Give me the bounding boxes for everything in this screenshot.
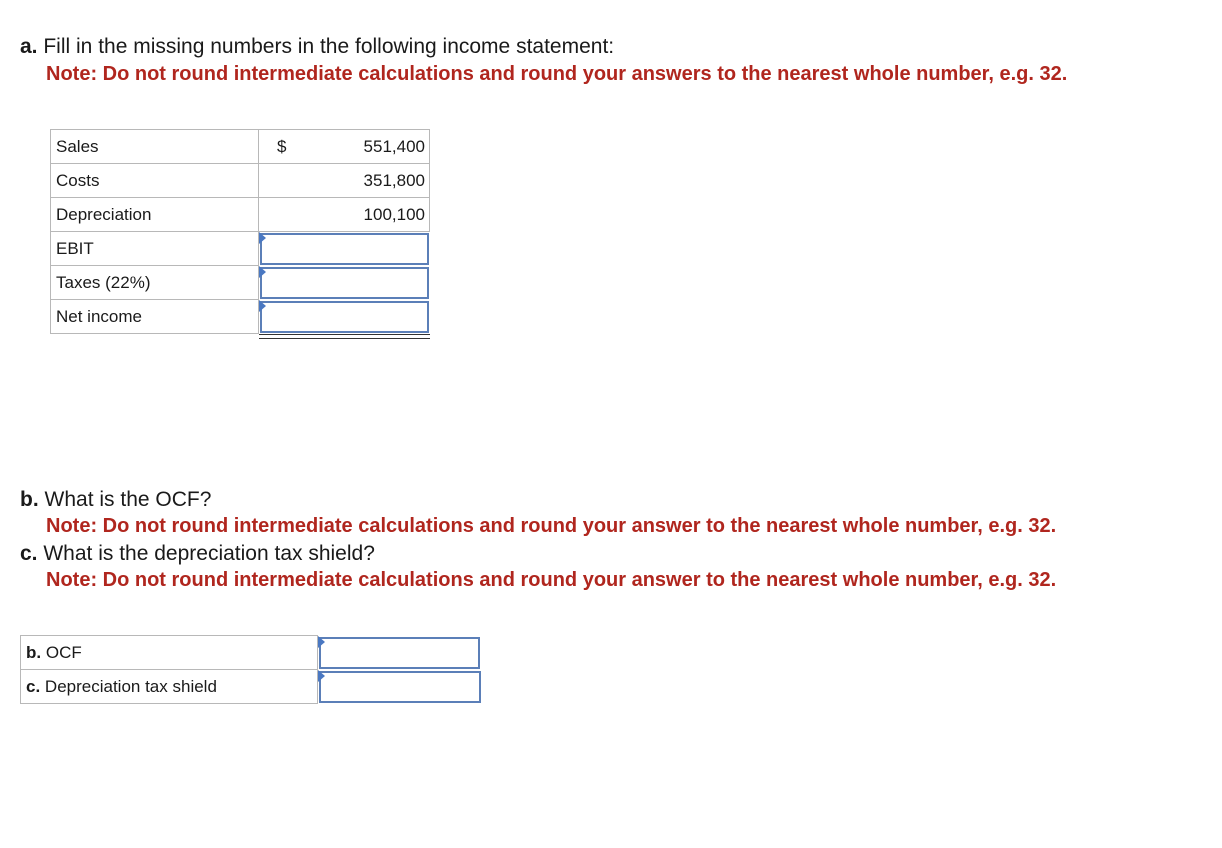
question-c-letter: c. <box>20 542 38 565</box>
tax-shield-cell <box>318 670 482 704</box>
row-value-costs <box>259 164 430 198</box>
ebit-input-box <box>260 233 429 265</box>
ebit-input[interactable] <box>262 235 427 263</box>
input-flag-icon <box>259 266 266 278</box>
input-flag-icon <box>259 232 266 244</box>
row-label-ebit: EBIT <box>51 232 259 266</box>
taxes-cell <box>259 266 430 300</box>
net-income-cell <box>259 300 430 334</box>
row-label-net-income: Net income <box>51 300 259 334</box>
tax-shield-input[interactable] <box>321 673 479 701</box>
question-a-text: Fill in the missing numbers in the following income statement: <box>43 35 615 58</box>
note-a: Note: Do not round intermediate calculations and round your answers to the nearest whole number, e.g. 32. <box>46 63 1068 85</box>
ebit-cell <box>259 232 430 266</box>
table-row <box>51 232 430 266</box>
net-income-input-box <box>260 301 429 333</box>
row-letter-b: b. <box>26 642 42 662</box>
row-value-sales <box>259 130 430 164</box>
question-c-text: What is the depreciation tax shield? <box>43 542 375 565</box>
row-label-ocf <box>21 636 318 670</box>
ocf-input[interactable] <box>321 639 478 667</box>
question-b-text: What is the OCF? <box>44 488 212 511</box>
costs-value: 351,800 <box>363 170 425 190</box>
note-b: Note: Do not round intermediate calculations and round your answer to the nearest whole number, e.g. 32. <box>46 515 1057 537</box>
row-label-sales: Sales <box>51 130 259 164</box>
sales-value: 551,400 <box>363 136 425 156</box>
row-label-costs: Costs <box>51 164 259 198</box>
income-statement-table <box>50 129 430 334</box>
table-row <box>51 300 430 334</box>
table-row <box>51 130 430 164</box>
question-a <box>20 33 614 60</box>
table-row <box>51 198 430 232</box>
question-a-letter: a. <box>20 35 38 58</box>
net-income-input[interactable] <box>262 303 427 331</box>
ocf-cell <box>318 636 482 670</box>
input-flag-icon <box>259 300 266 312</box>
question-b-letter: b. <box>20 488 39 511</box>
taxes-input[interactable] <box>262 269 427 297</box>
table-row <box>21 636 482 670</box>
table-row <box>51 164 430 198</box>
row-label-taxes: Taxes (22%) <box>51 266 259 300</box>
ocf-label: OCF <box>45 642 82 662</box>
row-label-tax-shield <box>21 670 318 704</box>
taxes-input-box <box>260 267 429 299</box>
ocf-input-box <box>319 637 480 669</box>
question-c <box>20 540 375 567</box>
note-c: Note: Do not round intermediate calculations and round your answer to the nearest whole number, e.g. 32. <box>46 569 1057 591</box>
input-flag-icon <box>318 636 325 648</box>
currency-symbol: $ <box>277 136 287 156</box>
answers-table <box>20 635 482 704</box>
tax-shield-input-box <box>319 671 481 703</box>
tax-shield-label: Depreciation tax shield <box>44 676 217 696</box>
table-row <box>21 670 482 704</box>
depreciation-value: 100,100 <box>363 204 425 224</box>
table-row <box>51 266 430 300</box>
input-flag-icon <box>318 670 325 682</box>
row-value-depreciation <box>259 198 430 232</box>
double-underline <box>259 334 430 339</box>
question-b <box>20 486 211 513</box>
row-label-depreciation: Depreciation <box>51 198 259 232</box>
row-letter-c: c. <box>26 676 41 696</box>
